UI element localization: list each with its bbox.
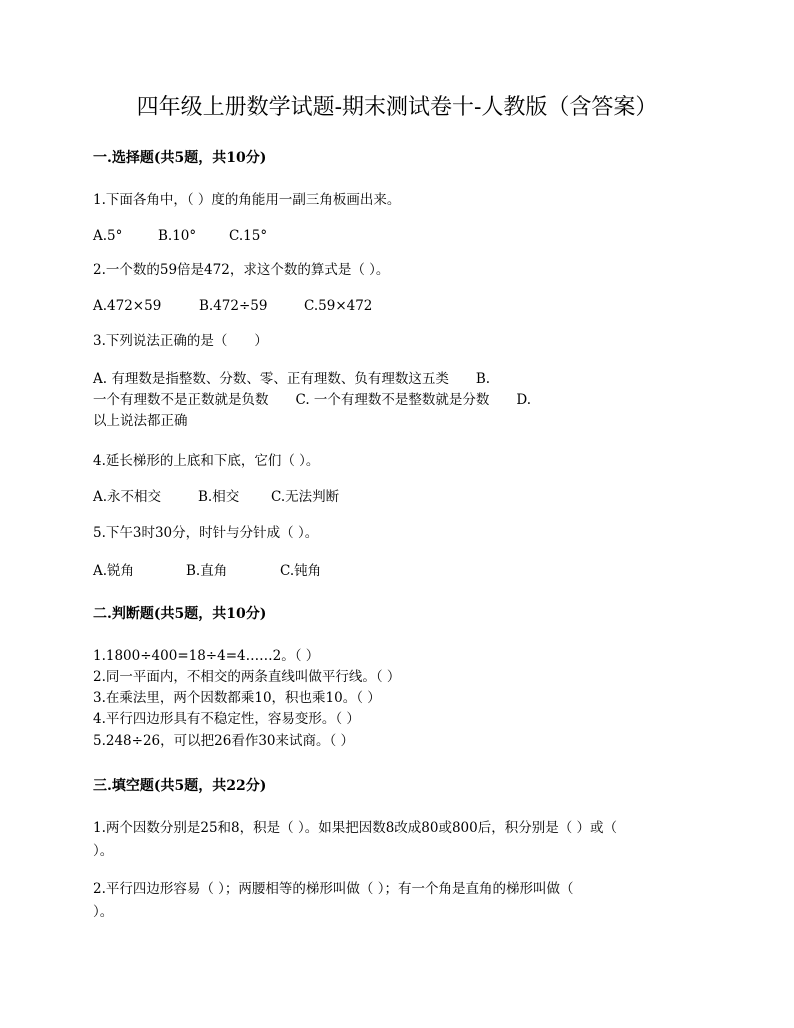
option-b: B.10° — [158, 228, 197, 244]
page-title: 四年级上册数学试题-期末测试卷十-人教版（含答案） — [136, 95, 658, 120]
question-1: 1.下面各角中，（ ）度的角能用一副三角板画出来。 — [93, 192, 401, 208]
option-c: C.无法判断 — [271, 489, 340, 505]
section-heading-judge: 二.判断题(共5题，共10分) — [93, 606, 267, 622]
fill-question-2-line-1: 2.平行四边形容易（ ）；两腰相等的梯形叫做（ ）；有一个角是直角的梯形叫做（ — [93, 881, 574, 897]
option-a: A.永不相交 — [93, 489, 162, 505]
question-3-line-1: A. 有理数是指整数、分数、零、正有理数、负有理数这五类 B. — [93, 371, 491, 387]
option-a: A.472×59 — [93, 298, 162, 314]
question-3: 3.下列说法正确的是（ ） — [93, 333, 268, 349]
option-c: C.59×472 — [304, 298, 373, 314]
option-b: B.472÷59 — [199, 298, 268, 314]
option-c: C.15° — [229, 228, 268, 244]
question-4: 4.延长梯形的上底和下底，它们（ ）。 — [93, 453, 320, 469]
judge-item: 1.1800÷400=18÷4=4……2。（ ） — [93, 648, 320, 664]
judge-item: 5.248÷26，可以把26看作30来试商。（ ） — [93, 733, 355, 749]
fill-question-1-line-1: 1.两个因数分别是25和8，积是（ ）。如果把因数8改成80或800后，积分别是（ ）或（ — [93, 820, 618, 836]
question-2: 2.一个数的59倍是472，求这个数的算式是（ ）。 — [93, 262, 390, 278]
question-5: 5.下午3时30分，时针与分针成（ ）。 — [93, 525, 319, 541]
option-c: C.钝角 — [280, 563, 322, 579]
option-b: B.直角 — [186, 563, 228, 579]
fill-question-1-line-2: ）。 — [93, 843, 114, 859]
fill-question-2-line-2: ）。 — [93, 904, 114, 920]
judge-item: 3.在乘法里，两个因数都乘10，积也乘10。（ ） — [93, 690, 381, 706]
question-3-line-3: 以上说法都正确 — [93, 413, 188, 429]
question-3-line-2: 一个有理数不是正数就是负数 C. 一个有理数不是整数就是分数 D. — [93, 392, 532, 408]
judge-item: 4.平行四边形具有不稳定性，容易变形。（ ） — [93, 711, 360, 727]
judge-item: 2.同一平面内，不相交的两条直线叫做平行线。（ ） — [93, 669, 401, 685]
option-b: B.相交 — [198, 489, 240, 505]
option-a: A.锐角 — [93, 563, 135, 579]
option-a: A.5° — [93, 228, 123, 244]
section-heading-fill: 三.填空题(共5题，共22分) — [93, 778, 267, 794]
section-heading-choice: 一.选择题(共5题，共10分) — [93, 150, 267, 166]
